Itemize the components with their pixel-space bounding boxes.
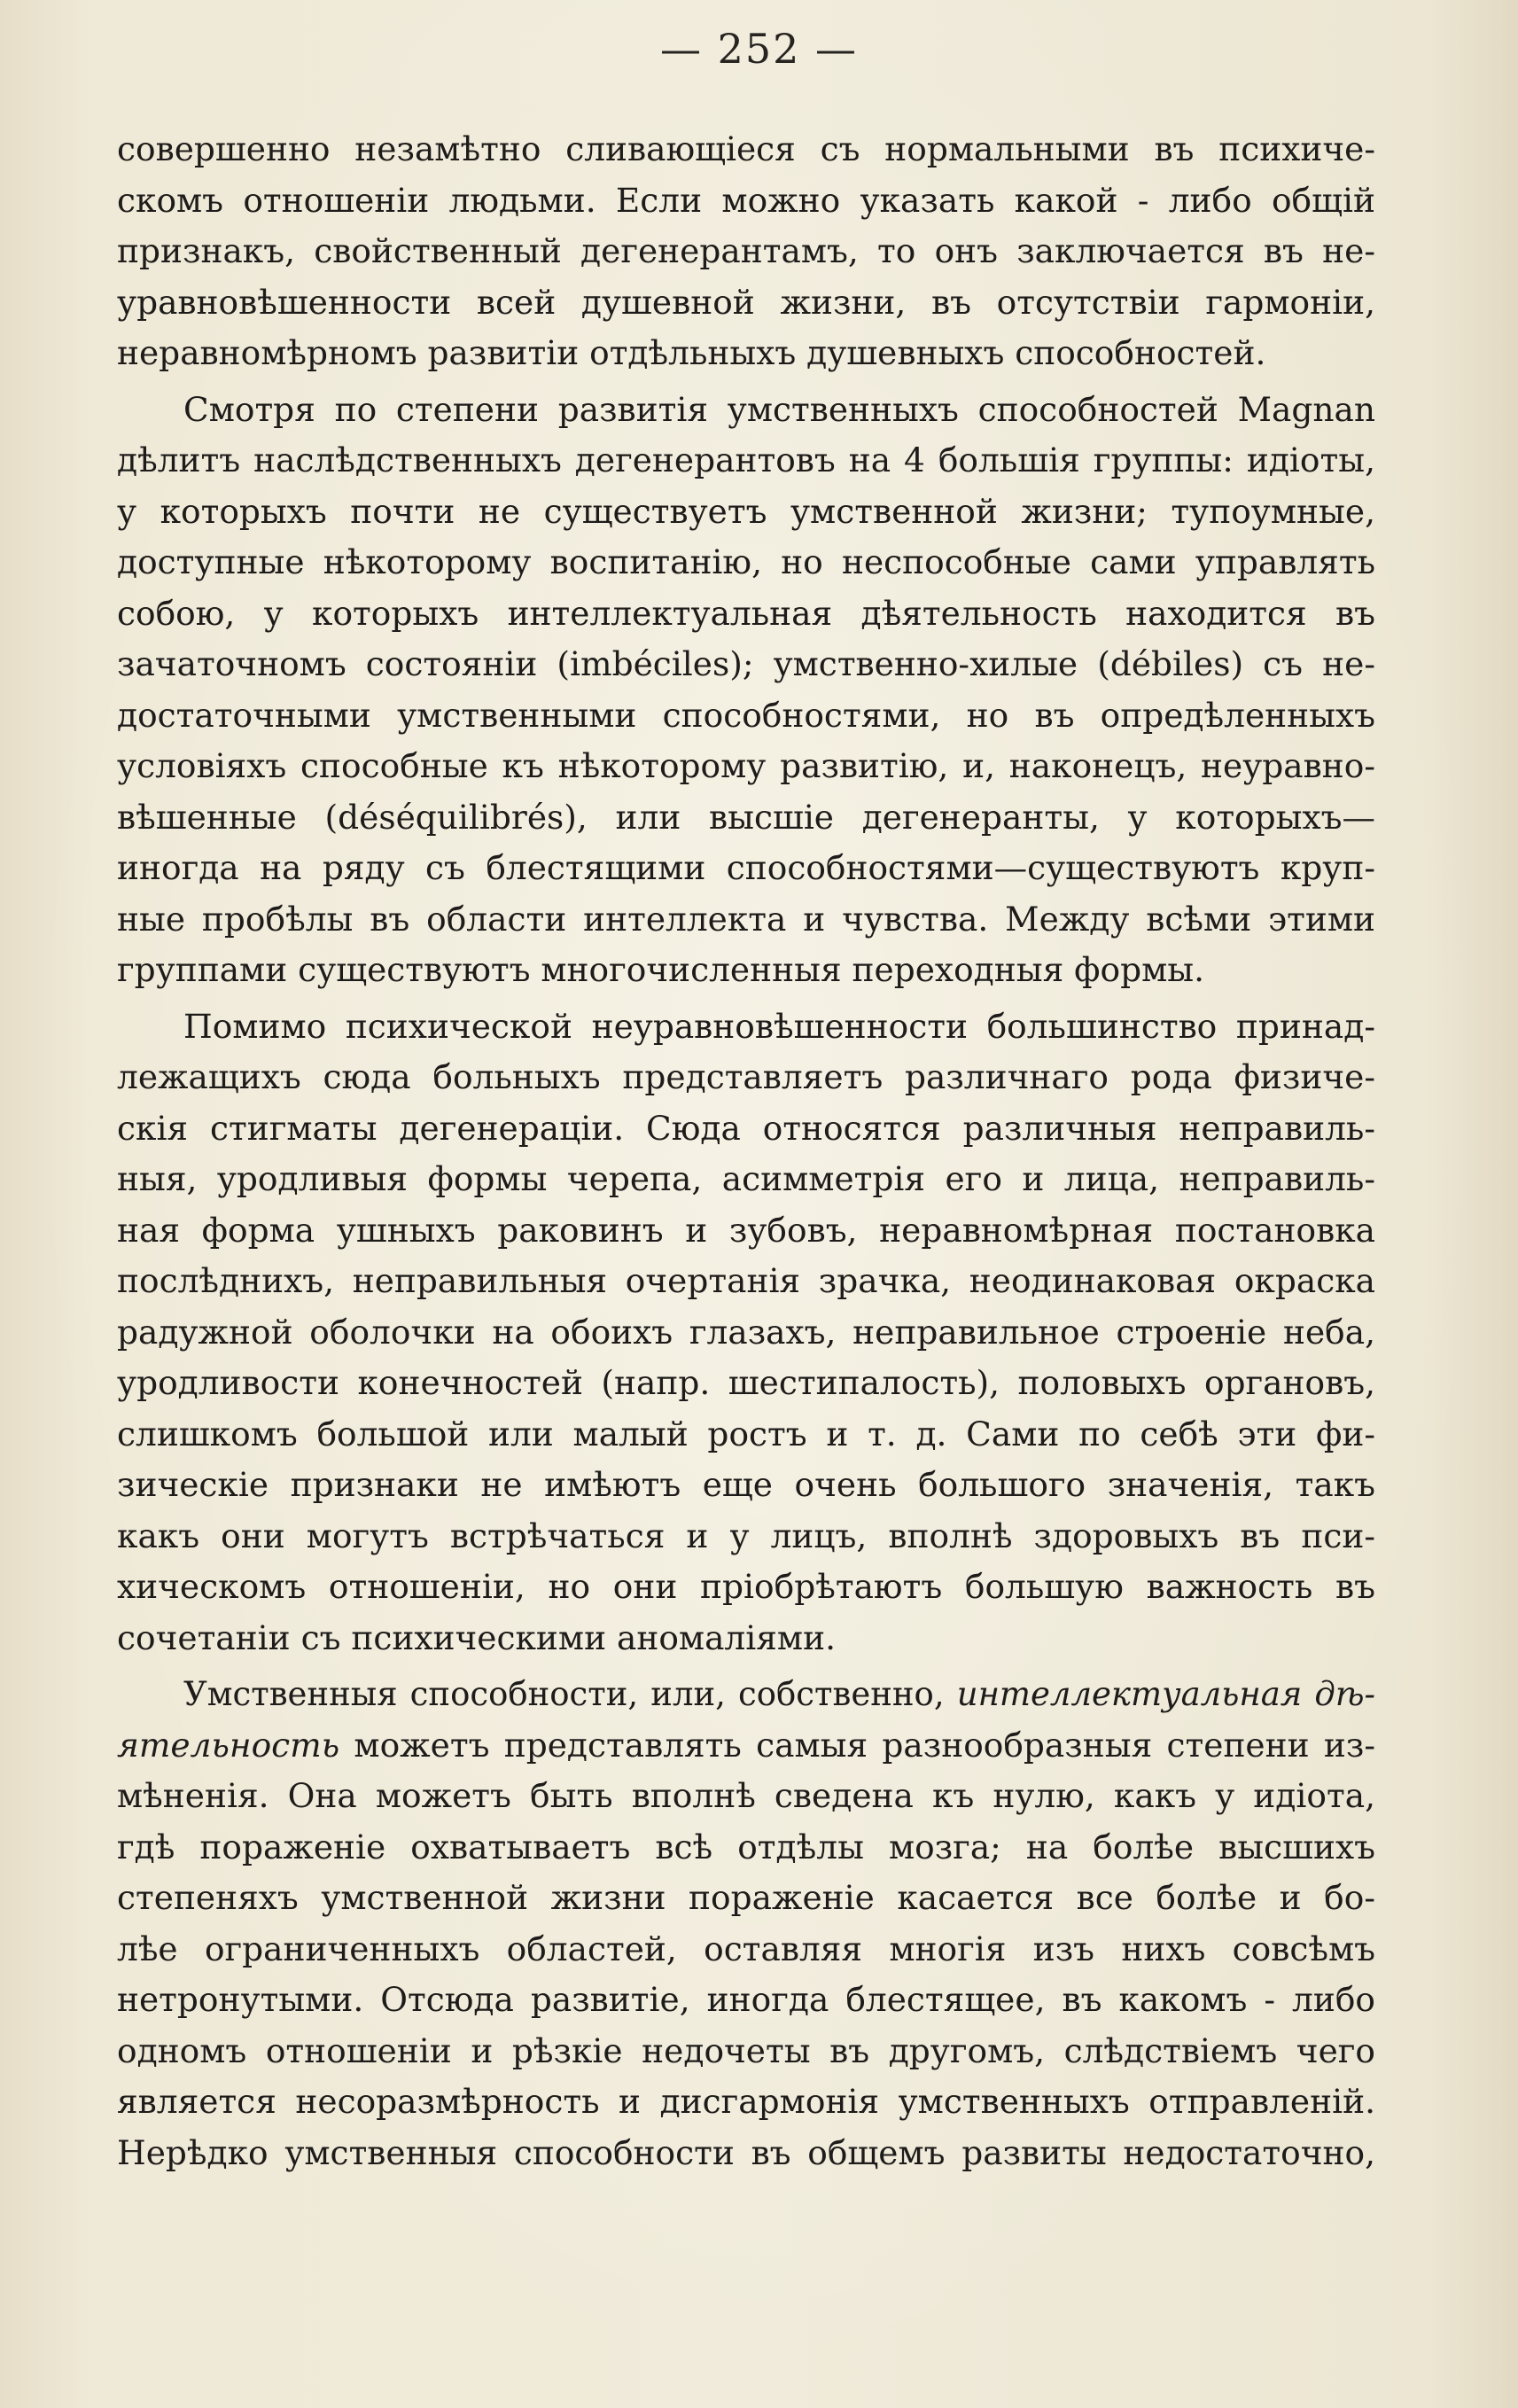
italic-term: ятельность [117, 1725, 340, 1765]
text-line: лѣе ограниченныхъ областей, оставляя многія изъ нихъ совсѣмъ [117, 1929, 1375, 1968]
text-line: зическіе признаки не имѣютъ еще очень большого значенія, такъ [117, 1465, 1375, 1504]
text-line-with-italic [117, 1669, 1375, 1720]
text-line: ная форма ушныхъ раковинъ и зубовъ, неравномѣрная постановка [117, 1210, 1375, 1250]
paragraph-3 [117, 1001, 1375, 1664]
paragraph-4 [117, 1669, 1375, 2178]
text-line: послѣднихъ, неправильныя очертанія зрачка, неодинаковая окраска [117, 1261, 1375, 1300]
text-line: одномъ отношеніи и рѣзкіе недочеты въ другомъ, слѣдствіемъ чего [117, 2030, 1375, 2070]
text-line: какъ они могутъ встрѣчаться и у лицъ, вполнѣ здоровыхъ въ пси- [117, 1516, 1375, 1555]
text-line: гдѣ пораженіе охватываетъ всѣ отдѣлы мозга; на болѣе высшихъ [117, 1827, 1375, 1866]
text-line: неравномѣрномъ развитіи отдѣльныхъ душевныхъ способностей. [117, 333, 1266, 372]
text-line: Помимо психической неуравновѣшенности большинство принад- [183, 1006, 1375, 1046]
text-line: иногда на ряду съ блестящими способностями—существуютъ круп- [117, 848, 1375, 887]
text-line: группами существуютъ многочисленныя переходныя формы. [117, 950, 1205, 989]
text-line: вѣшенные (déséquilibrés), или высшіе дегенеранты, у которыхъ— [117, 797, 1375, 837]
text-line: достаточными умственными способностями, но въ опредѣленныхъ [117, 695, 1375, 735]
text-line: скія стигматы дегенераціи. Сюда относятся различныя неправиль- [117, 1108, 1375, 1148]
italic-term: интеллектуальная дѣ- [956, 1675, 1375, 1713]
text-line: ные пробѣлы въ области интеллекта и чувства. Между всѣми этими [117, 899, 1375, 939]
text-line: мѣненія. Она можетъ быть вполнѣ сведена къ нулю, какъ у идіота, [117, 1776, 1375, 1815]
text-line: собою, у которыхъ интеллектуальная дѣятельность находится въ [117, 593, 1375, 633]
text-line: радужной оболочки на обоихъ глазахъ, неправильное строеніе неба, [117, 1312, 1375, 1352]
text-line: у которыхъ почти не существуетъ умственной жизни; тупоумные, [117, 491, 1375, 531]
text-run: можетъ представлять самыя разнообразныя степени из- [339, 1725, 1375, 1765]
text-line: лежащихъ сюда больныхъ представляетъ различнаго рода физиче- [117, 1057, 1375, 1096]
text-line: совершенно незамѣтно сливающіеся съ нормальными въ психиче- [117, 129, 1375, 168]
text-line: скомъ отношеніи людьми. Если можно указать какой - либо общій [117, 180, 1375, 220]
text-line: сочетаніи съ психическими аномаліями. [117, 1617, 836, 1657]
text-line: ныя, уродливыя формы черепа, асимметрія его и лица, неправиль- [117, 1159, 1375, 1198]
text-line: Смотря по степени развитія умственныхъ способностей Magnan [183, 389, 1375, 429]
text-line: уродливости конечностей (напр. шестипалость), половыхъ органовъ, [117, 1363, 1375, 1402]
text-line: уравновѣшенности всей душевной жизни, въ отсутствіи гармоніи, [117, 282, 1375, 322]
text-line: хическомъ отношеніи, но они пріобрѣтаютъ большую важность въ [117, 1567, 1375, 1606]
text-line: нетронутыми. Отсюда развитіе, иногда блестящее, въ какомъ - либо [117, 1980, 1375, 2019]
text-line: дѣлитъ наслѣдственныхъ дегенерантовъ на 4 большія группы: идіоты, [117, 440, 1375, 479]
paragraph-1 [117, 124, 1375, 379]
text-line: степеняхъ умственной жизни пораженіе касается все болѣе и бо- [117, 1878, 1375, 1917]
paragraph-2 [117, 385, 1375, 996]
text-line-with-italic [117, 1720, 1375, 1772]
text-line: слишкомъ большой или малый ростъ и т. д. Сами по себѣ эти фи- [117, 1414, 1375, 1453]
text-line: доступные нѣкоторому воспитанію, но неспособные сами управлять [117, 542, 1375, 581]
text-line: условіяхъ способные къ нѣкоторому развитію, и, наконецъ, неуравно- [117, 746, 1375, 785]
page-number: — 252 — [659, 25, 859, 73]
text-line: Нерѣдко умственныя способности въ общемъ развиты недостаточно, [117, 2132, 1375, 2172]
text-line: зачаточномъ состояніи (imbéciles); умственно-хилые (débiles) съ не- [117, 644, 1375, 683]
text-line: является несоразмѣрность и дисгармонія умственныхъ отправленій. [117, 2082, 1375, 2121]
text-run: Умственныя способности, или, собственно, [183, 1675, 957, 1713]
page-body [117, 124, 1375, 2178]
text-line: признакъ, свойственный дегенерантамъ, то онъ заключается въ не- [117, 231, 1375, 270]
